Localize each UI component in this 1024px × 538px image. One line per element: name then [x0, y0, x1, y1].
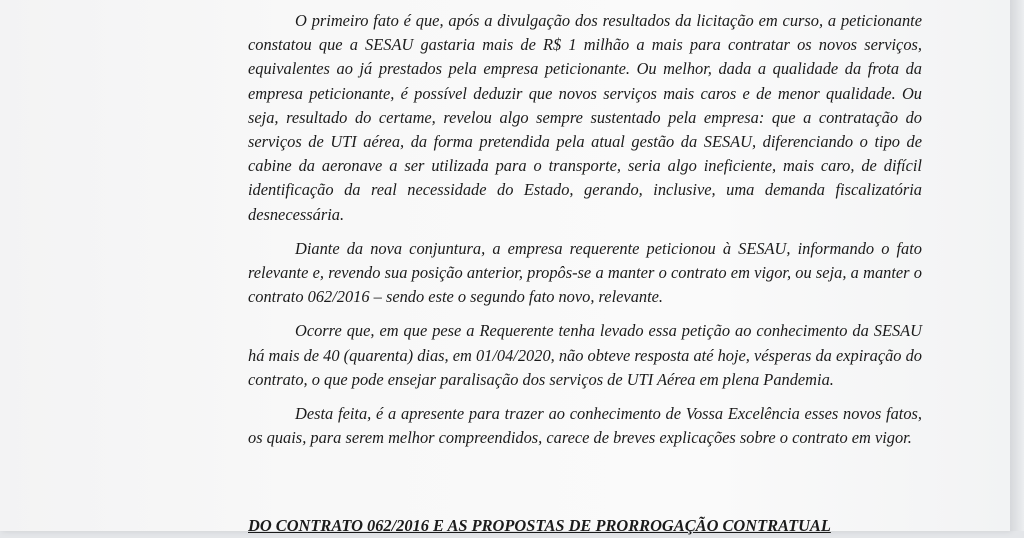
- section-heading: DO CONTRATO 062/2016 E AS PROPOSTAS DE PRORROGAÇÃO CONTRATUAL: [248, 516, 831, 535]
- page-edge-shadow: [1010, 0, 1024, 531]
- paragraph-conclusion: Desta feita, é a apresente para trazer ao conhecimento de Vossa Excelência esses novos fatos, os quais, para serem melhor compreendidos, carece de breves explicações sobre o contrato em vigor.: [248, 404, 922, 448]
- paragraph-first-fact: O primeiro fato é que, após a divulgação dos resultados da licitação em curso, a peticionante constatou que a SESAU gastaria mais de R$ 1 milhão a mais para contratar os novos serviços, equivalentes ao já prestados pela empresa peticionante. Ou melhor, dada a qualidade da frota da empresa peticionante, é possível deduzir que novos serviços mais caros e de menor qualidade. Ou seja, resultado do certame, revelou algo sempre sustentado pela empresa: que a contratação do serviços de UTI aérea, da forma pretendida pela atual gestão da SESAU, diferenciando o tipo de cabine da aeronave a ser utilizada para o transporte, seria algo ineficiente, mais caro, de difícil identificação da real necessidade do Estado, gerando, inclusive, uma demanda fiscalizatória desnecessária.: [248, 11, 922, 224]
- document-body: [248, 9, 922, 460]
- paragraph-no-response: Ocorre que, em que pese a Requerente tenha levado essa petição ao conhecimento da SESAU há mais de 40 (quarenta) dias, em 01/04/2020, não obteve resposta até hoje, vésperas da expiração do contrato, o que pode ensejar paralisação dos serviços de UTI Aérea em plena Pandemia.: [248, 321, 922, 389]
- paragraph-new-context: Diante da nova conjuntura, a empresa requerente peticionou à SESAU, informando o fato relevante e, revendo sua posição anterior, propôs-se a manter o contrato em vigor, ou seja, a manter o contrato 062/2016 – sendo este o segundo fato novo, relevante.: [248, 238, 922, 307]
